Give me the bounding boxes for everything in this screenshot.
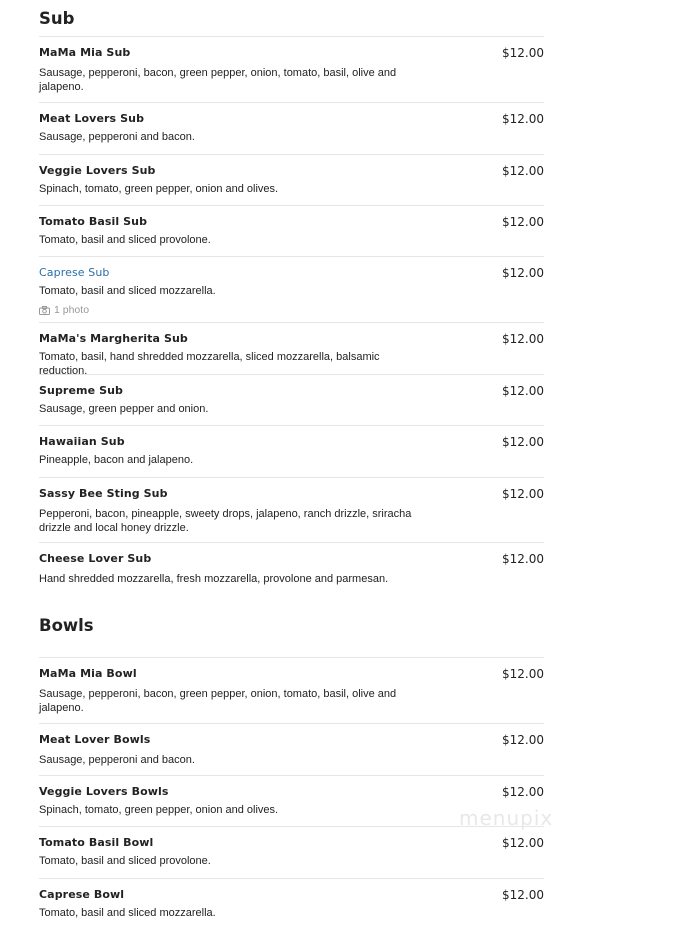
menu-item-name: MaMa Mia Bowl [39,667,137,680]
menu-item-description: Sausage, green pepper and onion. [39,403,209,415]
menu-item [39,723,544,775]
menu-item-price: $12.00 [502,888,544,902]
menu-item-name: Tomato Basil Bowl [39,836,154,849]
menu-item-price: $12.00 [502,733,544,747]
menu-item-price: $12.00 [502,667,544,681]
menu-item-price: $12.00 [502,435,544,449]
section-title-bowls: Bowls [39,616,94,635]
menu-item-description: Spinach, tomato, green pepper, onion and olives. [39,804,279,816]
menu-item-name: Meat Lovers Sub [39,112,145,125]
menu-item-description: Tomato, basil and sliced provolone. [39,855,211,867]
menu-item [39,826,544,878]
menu-item [39,425,544,477]
menu-item-name: Veggie Lovers Sub [39,164,156,177]
menu-item [39,775,544,826]
section-bowls-items [39,657,544,930]
camera-icon [39,306,50,315]
menu-item-description: Tomato, basil and sliced mozzarella. [39,907,216,919]
menu-item-name: Supreme Sub [39,384,123,397]
menu-item-description: Hand shredded mozzarella, fresh mozzarella, provolone and parmesan. [39,573,389,585]
menu-item-photo-link[interactable] [39,304,89,316]
menu-item-price: $12.00 [502,112,544,126]
section-title-sub: Sub [39,9,75,28]
menu-item [39,374,544,425]
menu-item-description: Pineapple, bacon and jalapeno. [39,454,194,466]
menu-item-name: Tomato Basil Sub [39,215,148,228]
menu-item-name: Caprese Bowl [39,888,125,901]
menu-item-description: Pepperoni, bacon, pineapple, sweety drops, jalapeno, ranch drizzle, sriracha drizzle and local honey drizzle. [39,508,412,534]
menu-item-price: $12.00 [502,164,544,178]
menu-item [39,205,544,256]
menu-item [39,542,544,594]
menu-item-name: MaMa's Margherita Sub [39,332,188,345]
menu-item-name: MaMa Mia Sub [39,46,131,59]
menu-item [39,154,544,205]
menu-item-price: $12.00 [502,384,544,398]
menu-item-description: Tomato, basil and sliced provolone. [39,234,211,246]
menu-item [39,102,544,154]
menu-item-name: Sassy Bee Sting Sub [39,487,168,500]
section-sub-items [39,36,544,594]
menu-item [39,477,544,542]
photo-count-label[interactable]: 1 photo [54,304,90,316]
menu-item [39,322,544,377]
menu-item-description: Sausage, pepperoni and bacon. [39,131,195,143]
menu-item-description: Sausage, pepperoni, bacon, green pepper, onion, tomato, basil, olive and jalapeno. [39,67,397,93]
menu-item-price: $12.00 [502,266,544,280]
menu-item-price: $12.00 [502,836,544,850]
menu-item-price: $12.00 [502,487,544,501]
watermark-logo: menupix [459,806,554,830]
menu-item-price: $12.00 [502,46,544,60]
menu-item-price: $12.00 [502,552,544,566]
menu-item-name: Cheese Lover Sub [39,552,152,565]
menu-item-price: $12.00 [502,215,544,229]
menu-item [39,878,544,930]
menu-item [39,36,544,102]
menu-item-description: Tomato, basil, hand shredded mozzarella, sliced mozzarella, balsamic reduction. [39,351,380,377]
menu-item-description: Spinach, tomato, green pepper, onion and olives. [39,183,279,195]
menu-item-price: $12.00 [502,332,544,346]
menu-item [39,256,544,322]
menu-item-description: Tomato, basil and sliced mozzarella. [39,285,216,297]
menu-container [39,0,544,930]
menu-item-name: Veggie Lovers Bowls [39,785,169,798]
menu-item-name: Meat Lover Bowls [39,733,151,746]
menu-item [39,657,544,723]
menu-item-name: Hawaiian Sub [39,435,125,448]
menu-item-description: Sausage, pepperoni, bacon, green pepper, onion, tomato, basil, olive and jalapeno. [39,688,397,714]
menu-item-name[interactable]: Caprese Sub [39,266,110,279]
menu-item-price: $12.00 [502,785,544,799]
menu-item-description: Sausage, pepperoni and bacon. [39,754,195,766]
